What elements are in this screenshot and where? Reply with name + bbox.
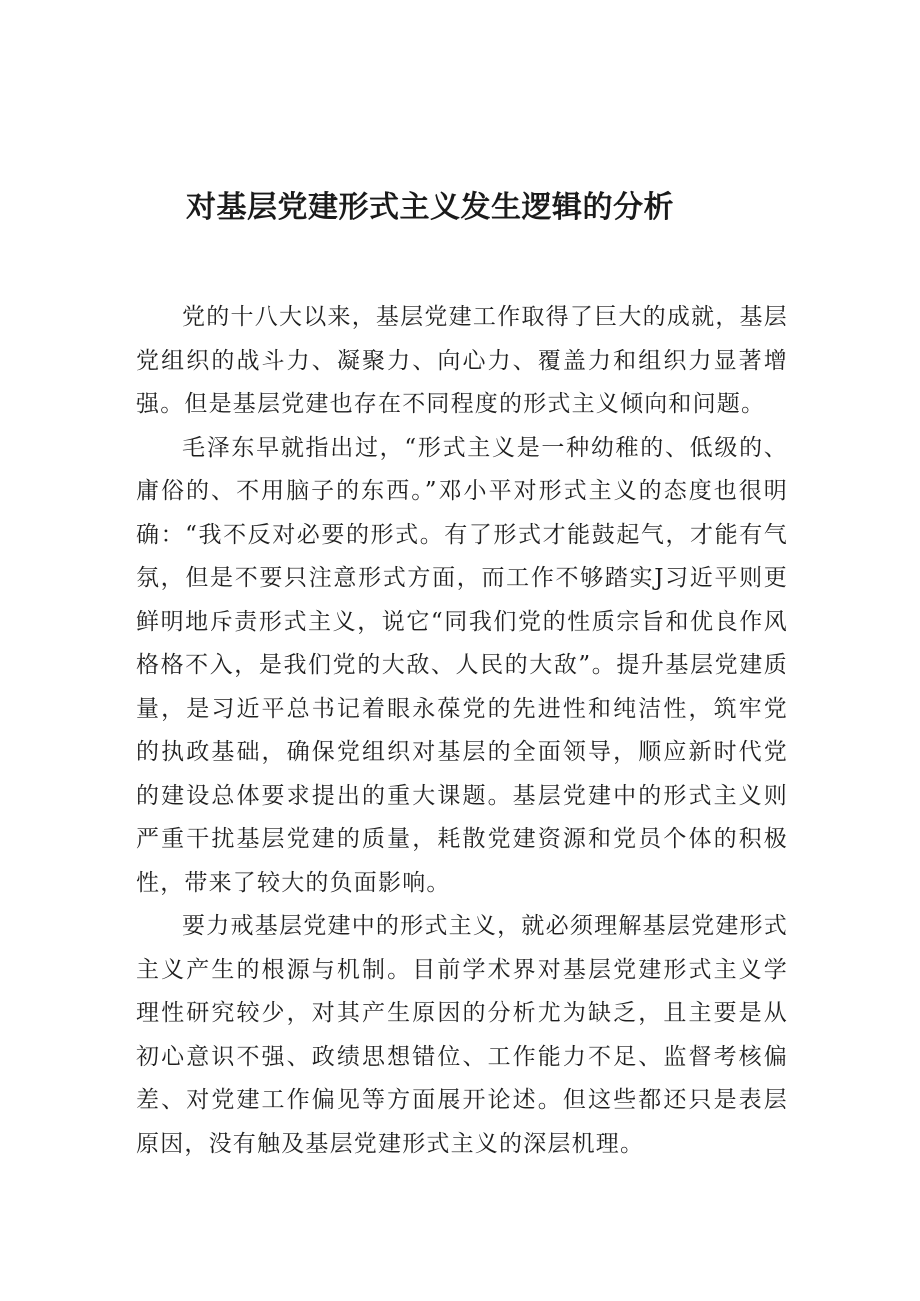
paragraph-2: 毛泽东早就指出过，“形式主义是一种幼稚的、低级的、庸俗的、不用脑子的东西。”邓小平对形式主义的态度也很明确：“我不反对必要的形式。有了形式才能鼓起气，才能有气氛，但是不要只注意形式方面，而工作不够踏实J习近平则更鲜明地斥责形式主义，说它“同我们党的性质宗旨和优良作风格格不入，是我们党的大敌、人民的大敌”。提升基层党建质量，是习近平总书记着眼永葆党的先进性和纯洁性，筑牢党的执政基础，确保党组织对基层的全面领导，顺应新时代党的建设总体要求提出的重大课题。基层党建中的形式主义则严重干扰基层党建的质量，耗散党建资源和党员个体的积极性，带来了较大的负面影响。 (136, 434, 788, 896)
paragraph-3: 要力戒基层党建中的形式主义，就必须理解基层党建形式主义产生的根源与机制。目前学术界对基层党建形式主义学理性研究较少，对其产生原因的分析尤为缺乏，且主要是从初心意识不强、政绩思想错位、工作能力不足、监督考核偏差、对党建工作偏见等方面展开论述。但这些都还只是表层原因，没有触及基层党建形式主义的深层机理。 (136, 913, 788, 1157)
document-body (136, 296, 788, 1166)
paragraph-1: 党的十八大以来，基层党建工作取得了巨大的成就，基层党组织的战斗力、凝聚力、向心力、覆盖力和组织力显著增强。但是基层党建也存在不同程度的形式主义倾向和问题。 (136, 304, 788, 417)
document-title: 对基层党建形式主义发生逻辑的分析 (186, 190, 674, 225)
